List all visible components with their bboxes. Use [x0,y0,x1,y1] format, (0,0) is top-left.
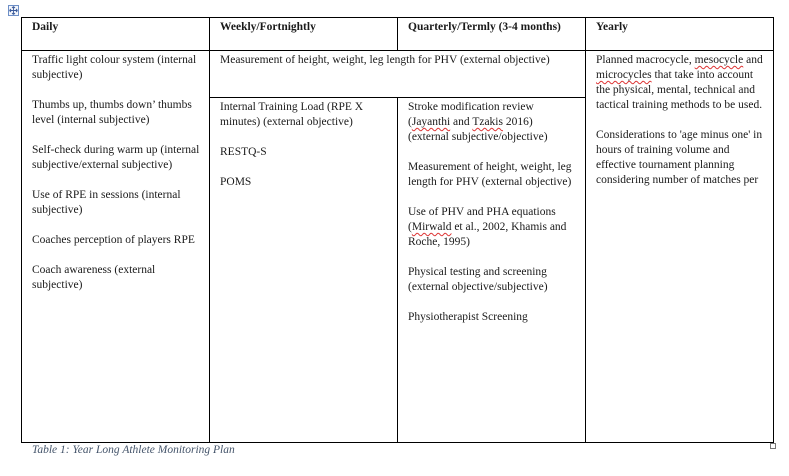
text-run: and [743,54,763,66]
text-run: Use of PHV and PHA equations ( [408,206,556,233]
daily-item: Coaches perception of players RPE [32,234,195,246]
text-run: and [450,116,473,128]
text-run: Stroke modification review ( [408,101,534,128]
daily-item: Use of RPE in sessions (internal subjective) [32,189,181,216]
yearly-item [596,53,764,113]
header-weekly[interactable]: Weekly/Fortnightly [210,18,398,51]
quarterly-item [408,100,576,145]
daily-item: Coach awareness (external subjective) [32,264,156,291]
spellcheck-word: Tzakis [472,116,503,128]
spellcheck-word: mesocycle [694,54,744,66]
text-run: that take into account the physical, mental, technical and tactical training methods to be used. [596,69,763,111]
weekly-item: POMS [220,176,252,188]
quarterly-cell[interactable] [398,98,586,443]
shared-measurement-text: Measurement of height, weight, leg length for PHV (external objective) [220,54,550,66]
table-resize-handle[interactable] [770,443,776,449]
yearly-item: Considerations to 'age minus one' in hours of training volume and effective tournament planning considering number of matches per [596,129,763,186]
move-arrows-icon [9,6,18,15]
daily-cell[interactable] [22,51,210,443]
quarterly-item: Measurement of height, weight, leg length for PHV (external objective) [408,161,572,188]
daily-item: Traffic light colour system (internal subjective) [32,54,197,81]
table-caption: Table 1: Year Long Athlete Monitoring Plan [32,444,235,456]
table-move-handle[interactable] [8,5,19,16]
text-run: 2016) (external subjective/objective) [408,116,548,143]
monitoring-plan-table [21,17,774,443]
header-quarterly[interactable]: Quarterly/Termly (3-4 months) [398,18,586,51]
weekly-cell[interactable] [210,98,398,443]
spellcheck-word: Jayanthi [411,116,451,128]
quarterly-item: Physiotherapist Screening [408,311,528,323]
text-run: et al., 2002, Khamis and Roche, 1995) [408,221,567,248]
weekly-item: Internal Training Load (RPE X minutes) (external objective) [220,101,364,128]
shared-measurement-cell[interactable] [210,51,586,98]
table-row [22,51,774,98]
header-yearly[interactable]: Yearly [586,18,774,51]
header-daily[interactable]: Daily [22,18,210,51]
header-row [22,18,774,51]
quarterly-item: Physical testing and screening (external objective/subjective) [408,266,548,293]
daily-item: Thumbs up, thumbs down’ thumbs level (internal subjective) [32,99,192,126]
text-run: Planned macrocycle, [596,54,695,66]
spellcheck-word: microcycles [596,69,652,81]
spellcheck-word: Mirwald [411,221,452,233]
quarterly-item [408,205,576,250]
yearly-cell[interactable] [586,51,774,443]
daily-item: Self-check during warm up (internal subjective/external subjective) [32,144,200,171]
weekly-item: RESTQ-S [220,146,267,158]
